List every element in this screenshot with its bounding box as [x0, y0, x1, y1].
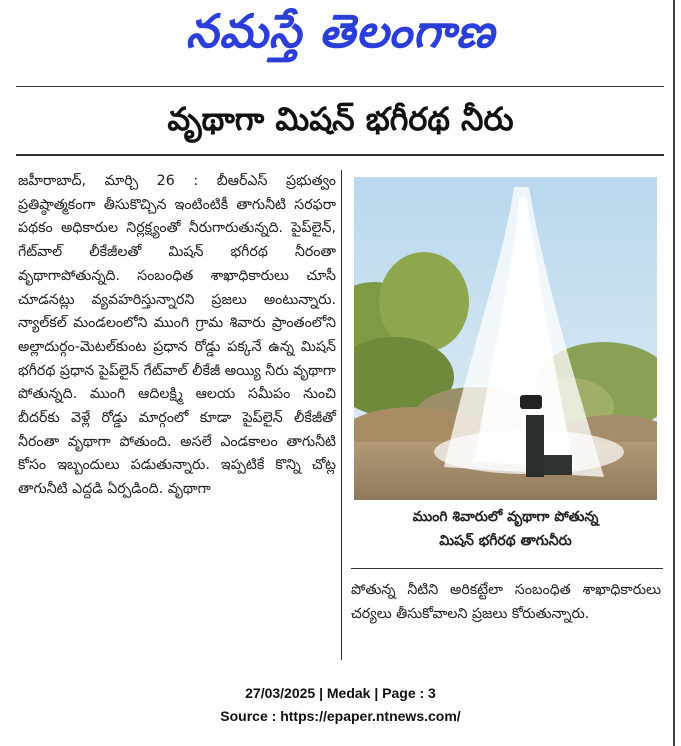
footer-date-line: 27/03/2025 | Medak | Page : 3 — [245, 685, 436, 701]
continuation-text: పోతున్న నీటిని అరికట్టేలా సంబంధిత శాఖాధికారులు చర్యలు తీసుకోవాలని ప్రజలు కోరుతున్నారు. — [351, 582, 661, 622]
water-leak-photo — [354, 177, 657, 500]
article-text: జహీరాబాద్‌, మార్చి 26 : బీఆర్‌ఎస్‌ ప్రభుత్వం ప్రతిష్ఠాత్మకంగా తీసుకొచ్చిన ఇంటింటికీ తాగునీటి సరఫరా పథకం అధికారుల నిర్లక్ష్యంతో నీరుగారుతున్నది. పైప్‌లైన్‌, గేట్‌వాల్‌ లీకేజీలతో మిషన్‌ భగీరథ నీరంతా వృథాగాపోతున్నది. సంబంధిత శాఖాధికారులు చూసీ చూడనట్లు వ్యవహరిస్తున్నారని ప్రజలు అంటున్నారు. న్యాల్‌కల్‌ మండలంలోని ముంగి గ్రామ శివారు ప్రాంతంలోని అల్లాదుర్గం-మెటల్‌కుంట ప్రధాన రోడ్డు పక్కనే ఉన్న మిషన్‌ భగీరథ ప్రధాన పైప్‌లైన్‌ గేట్‌వాల్‌ లీకేజీ అయ్యి నీరు వృథాగా పోతున్నది. ముంగి ఆదిలక్ష్మి ఆలయ సమీపం నుంచి బీదర్‌కు వెళ్లే రోడ్డు మార్గంలో కూడా పైప్‌లైన్‌ లీకేజీతో నీరంతా వృథాగా పోతుంది. అసలే ఎండకాలం తాగునీటి కోసం ఇబ్బందులు పడుతున్నారు. ఇప్పటికే కొన్ని చోట్ల తాగునీటి ఎద్దడి ఏర్పడింది. వృథాగా — [18, 173, 336, 498]
footer-source-line: Source : https://epaper.ntnews.com/ — [220, 708, 461, 724]
page-footer — [0, 682, 681, 728]
headline-top-rule — [16, 86, 664, 87]
photo-caption — [354, 505, 657, 553]
caption-line-1: ముంగి శివారులో వృథాగా పోతున్న — [412, 509, 599, 525]
column-divider — [341, 170, 342, 660]
article-body — [18, 170, 336, 502]
headline-bottom-rule — [16, 154, 664, 156]
caption-divider — [351, 568, 663, 569]
article-headline: వృథాగా మిషన్‌ భగీరథ నీరు — [167, 100, 514, 138]
news-photo — [354, 177, 657, 500]
article-continuation — [351, 578, 661, 626]
newspaper-masthead: నమస్తే తెలంగాణ — [185, 4, 496, 58]
caption-line-2: మిషన్‌ భగీరథ తాగునీరు — [439, 533, 572, 549]
